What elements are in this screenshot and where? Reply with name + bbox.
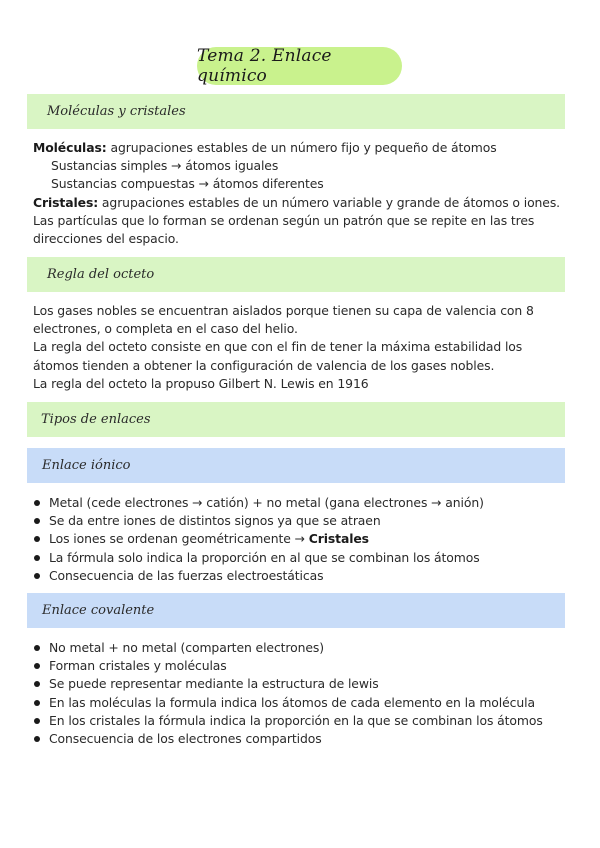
sustancias-compuestas: Sustancias compuestas → átomos diferentes xyxy=(51,176,324,192)
section-heading-covalente: Enlace covalente xyxy=(27,593,565,628)
page-title: Tema 2. Enlace químico xyxy=(197,47,402,85)
moleculas-text: agrupaciones estables de un número fijo y pequeño de átomos xyxy=(106,140,497,155)
cristales-label: Cristales: xyxy=(33,194,99,210)
moleculas-definition xyxy=(33,139,563,157)
list-item-text: Los iones se ordenan geométricamente → xyxy=(49,531,309,547)
cristales-text: agrupaciones estables de un número variable y grande de átomos o iones. Las partículas que lo forman se ordenan según un patrón que se repite en las tres direcciones del espacio. xyxy=(33,194,561,247)
list-item: Consecuencia de las fuerzas electroestáticas xyxy=(33,567,563,585)
list-item: No metal + no metal (comparten electrones) xyxy=(33,639,563,657)
section-body-moleculas xyxy=(33,139,563,248)
section-heading-ionico: Enlace iónico xyxy=(27,448,565,483)
list-item: Metal (cede electrones → catión) + no metal (gana electrones → anión) xyxy=(33,494,563,512)
list-item: La fórmula solo indica la proporción en al que se combinan los átomos xyxy=(33,549,563,567)
cristales-definition xyxy=(33,194,563,249)
cristales-bold: Cristales xyxy=(308,531,369,547)
section-body-octeto xyxy=(33,302,563,393)
section-heading-tipos: Tipos de enlaces xyxy=(27,402,565,437)
list-item: Consecuencia de los electrones compartidos xyxy=(33,730,563,748)
octeto-paragraph-2: La regla del octeto consiste en que con el fin de tener la máxima estabilidad los átomos tienden a obtener la configuración de valencia de los gases nobles. xyxy=(33,339,523,373)
list-item xyxy=(33,530,563,548)
section-heading-octeto: Regla del octeto xyxy=(27,257,565,292)
moleculas-label: Moléculas: xyxy=(33,140,107,155)
list-item: Se puede representar mediante la estructura de lewis xyxy=(33,675,563,693)
ionico-list xyxy=(33,494,563,585)
list-item: Se da entre iones de distintos signos ya que se atraen xyxy=(33,512,563,530)
octeto-paragraph-3: La regla del octeto la propuso Gilbert N. Lewis en 1916 xyxy=(33,375,369,391)
sustancias-simples: Sustancias simples → átomos iguales xyxy=(51,158,279,174)
section-heading-moleculas: Moléculas y cristales xyxy=(27,94,565,129)
list-item: En las moléculas la formula indica los átomos de cada elemento en la molécula xyxy=(33,694,563,712)
list-item: En los cristales la fórmula indica la proporción en la que se combinan los átomos xyxy=(33,712,563,730)
list-item: Forman cristales y moléculas xyxy=(33,657,563,675)
octeto-paragraph-1: Los gases nobles se encuentran aislados porque tienen su capa de valencia con 8 electrones, o completa en el caso del helio. xyxy=(33,303,534,337)
covalente-list xyxy=(33,639,563,748)
